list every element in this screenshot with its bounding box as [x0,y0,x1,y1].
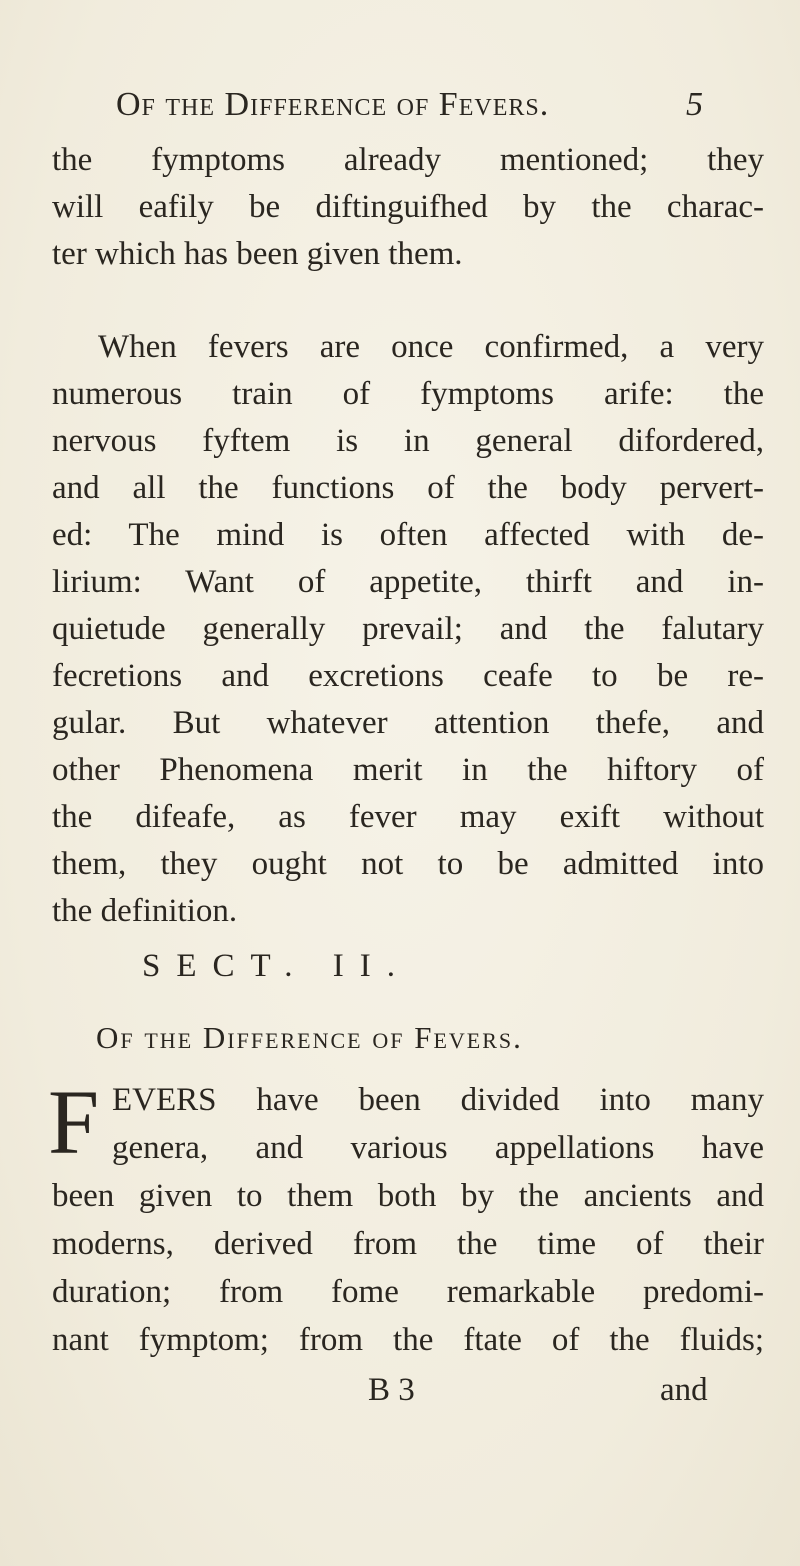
text-line: been given to them both by the ancients and [52,1178,764,1214]
section-heading: SECT. II. [142,948,411,984]
text-line: ed: The mind is often affected with de- [52,517,764,553]
running-title: Of the Difference of Fevers. [116,86,550,123]
catchword: and [660,1372,708,1408]
text-line: the difeafe, as fever may exift without [52,799,764,835]
text-line: EVERS have been divided into many [112,1082,764,1118]
text-line: lirium: Want of appetite, thirft and in- [52,564,764,600]
text-line: the fymptoms already mentioned; they [52,142,764,178]
signature-mark: B 3 [368,1372,415,1408]
drop-cap: F [48,1071,100,1173]
text-line: When fevers are once confirmed, a very [98,329,764,365]
text-line: them, they ought not to be admitted into [52,846,764,882]
text-line: nant fymptom; from the ftate of the fluids; [52,1322,764,1358]
text-line: gular. But whatever attention thefe, and [52,705,764,741]
text-line: moderns, derived from the time of their [52,1226,764,1262]
page-number: 5 [686,86,704,123]
text-line: fecretions and excretions ceafe to be re- [52,658,764,694]
text-line: ter which has been given them. [52,236,463,272]
text-line: nervous fyftem is in general difordered, [52,423,764,459]
text-line: will eafily be diftinguifhed by the charac- [52,189,764,225]
running-header [116,86,716,130]
text-line: genera, and various appellations have [112,1130,764,1166]
text-line: duration; from fome remarkable predomi- [52,1274,764,1310]
text-line: other Phenomena merit in the hiftory of [52,752,764,788]
text-line: the definition. [52,893,238,929]
text-line: numerous train of fymptoms arife: the [52,376,764,412]
text-line: and all the functions of the body pervert- [52,470,764,506]
text-line: quietude generally prevail; and the falutary [52,611,764,647]
section-title: Of the Difference of Fevers. [96,1020,523,1055]
